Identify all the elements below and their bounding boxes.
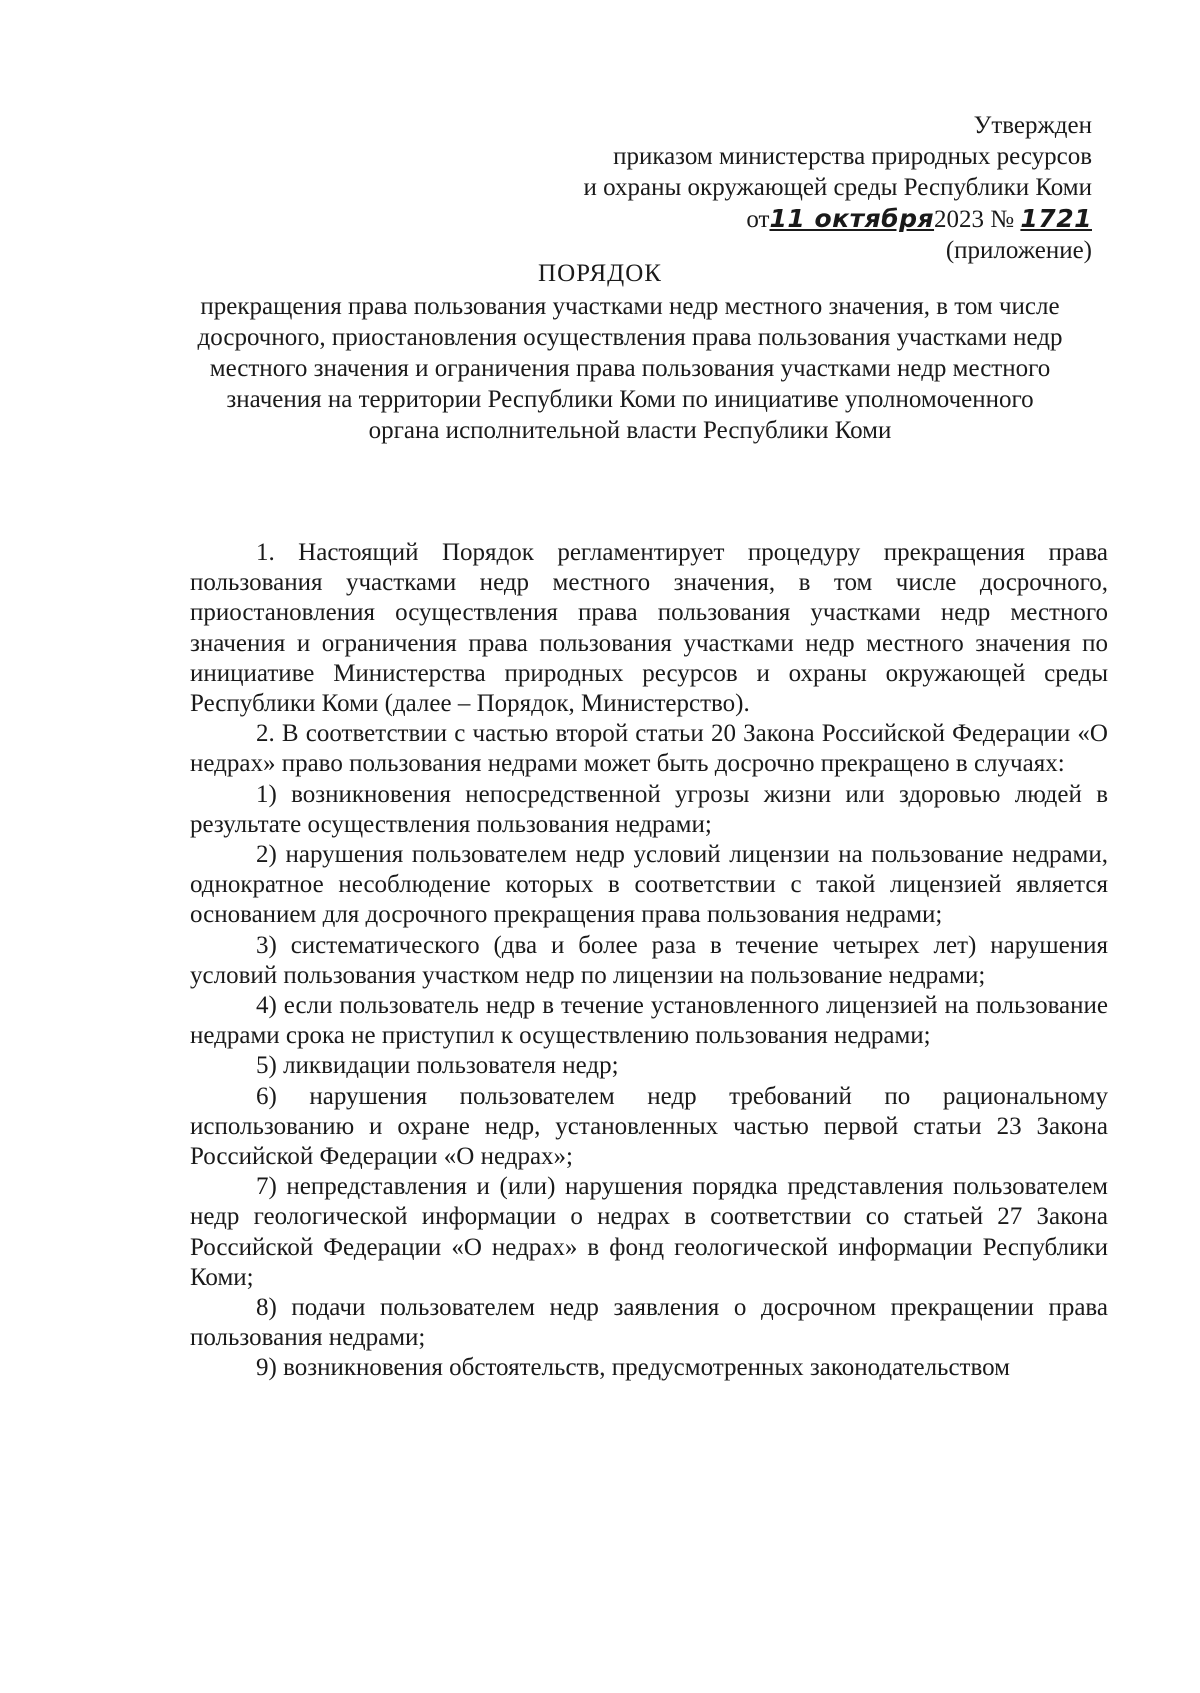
list-item-5: 5) ликвидации пользователя недр; xyxy=(256,1052,619,1080)
handwritten-number: 1721 xyxy=(1020,204,1092,233)
list-item-8: 8) подачи пользователем недр заявления о досрочном прекращении права пользования недрами; xyxy=(190,1294,1108,1352)
approval-block xyxy=(452,110,1092,266)
approval-appendix: (приложение) xyxy=(945,237,1092,264)
paragraph-1: 1. Настоящий Порядок регламентирует процедуру прекращения права пользования участками недр местного значения, в том числе досрочного, приостановления осуществления права пользования участками недр местного значения и ограничения права пользования участками недр местного значения по инициативе Министерства природных ресурсов и охраны окружающей среды Республики Коми (далее – Порядок, Министерство). xyxy=(190,539,1108,718)
date-prefix: от xyxy=(746,206,770,233)
document-body xyxy=(190,538,1108,1384)
approval-date-line xyxy=(452,203,1092,235)
handwritten-date: 11 октября xyxy=(769,204,935,233)
approval-line-approved: Утвержден xyxy=(973,112,1092,139)
paragraph-2: 2. В соответствии с частью второй статьи 20 Закона Российской Федерации «О недрах» право пользования недрами может быть досрочно прекращено в случаях: xyxy=(190,720,1108,778)
list-item-1: 1) возникновения непосредственной угрозы жизни или здоровью людей в результате осуществления пользования недрами; xyxy=(190,780,1108,838)
list-item-3: 3) систематического (два и более раза в течение четырех лет) нарушения условий пользования участком недр по лицензии на пользование недрами; xyxy=(190,931,1108,989)
list-item-6: 6) нарушения пользователем недр требований по рациональному использованию и охране недр, установленных частью первой статьи 23 Закона Российской Федерации «О недрах»; xyxy=(190,1082,1108,1171)
document-title: ПОРЯДОК xyxy=(538,260,662,287)
list-item-4: 4) если пользователь недр в течение установленного лицензией на пользование недрами срока не приступил к осуществлению пользования недрами; xyxy=(190,992,1108,1050)
approval-line-order: приказом министерства природных ресурсов xyxy=(613,143,1092,170)
list-item-2: 2) нарушения пользователем недр условий лицензии на пользование недрами, однократное несоблюдение которых в соответствии с такой лицензией является основанием для досрочного прекращения права пользования недрами; xyxy=(190,841,1108,929)
list-item-7: 7) непредставления и (или) нарушения порядка представления пользователем недр геологической информации о недрах в соответствии со статьей 27 Закона Российской Федерации «О недрах» в фонд геологической информации Республики Коми; xyxy=(190,1173,1108,1291)
document-subtitle: прекращения права пользования участками недр местного значения, в том числе досрочного, приостановления осуществления права пользования участками недр местного значения и ограничения права пользования участками недр местного значения на территории Республики Коми по инициативе уполномоченного органа исполнительной власти Республики Коми xyxy=(197,293,1063,444)
approval-line-ministry: и охраны окружающей среды Республики Коми xyxy=(583,174,1092,201)
date-year: 2023 № xyxy=(934,206,1015,233)
list-item-9: 9) возникновения обстоятельств, предусмотренных законодательством xyxy=(256,1354,1010,1382)
